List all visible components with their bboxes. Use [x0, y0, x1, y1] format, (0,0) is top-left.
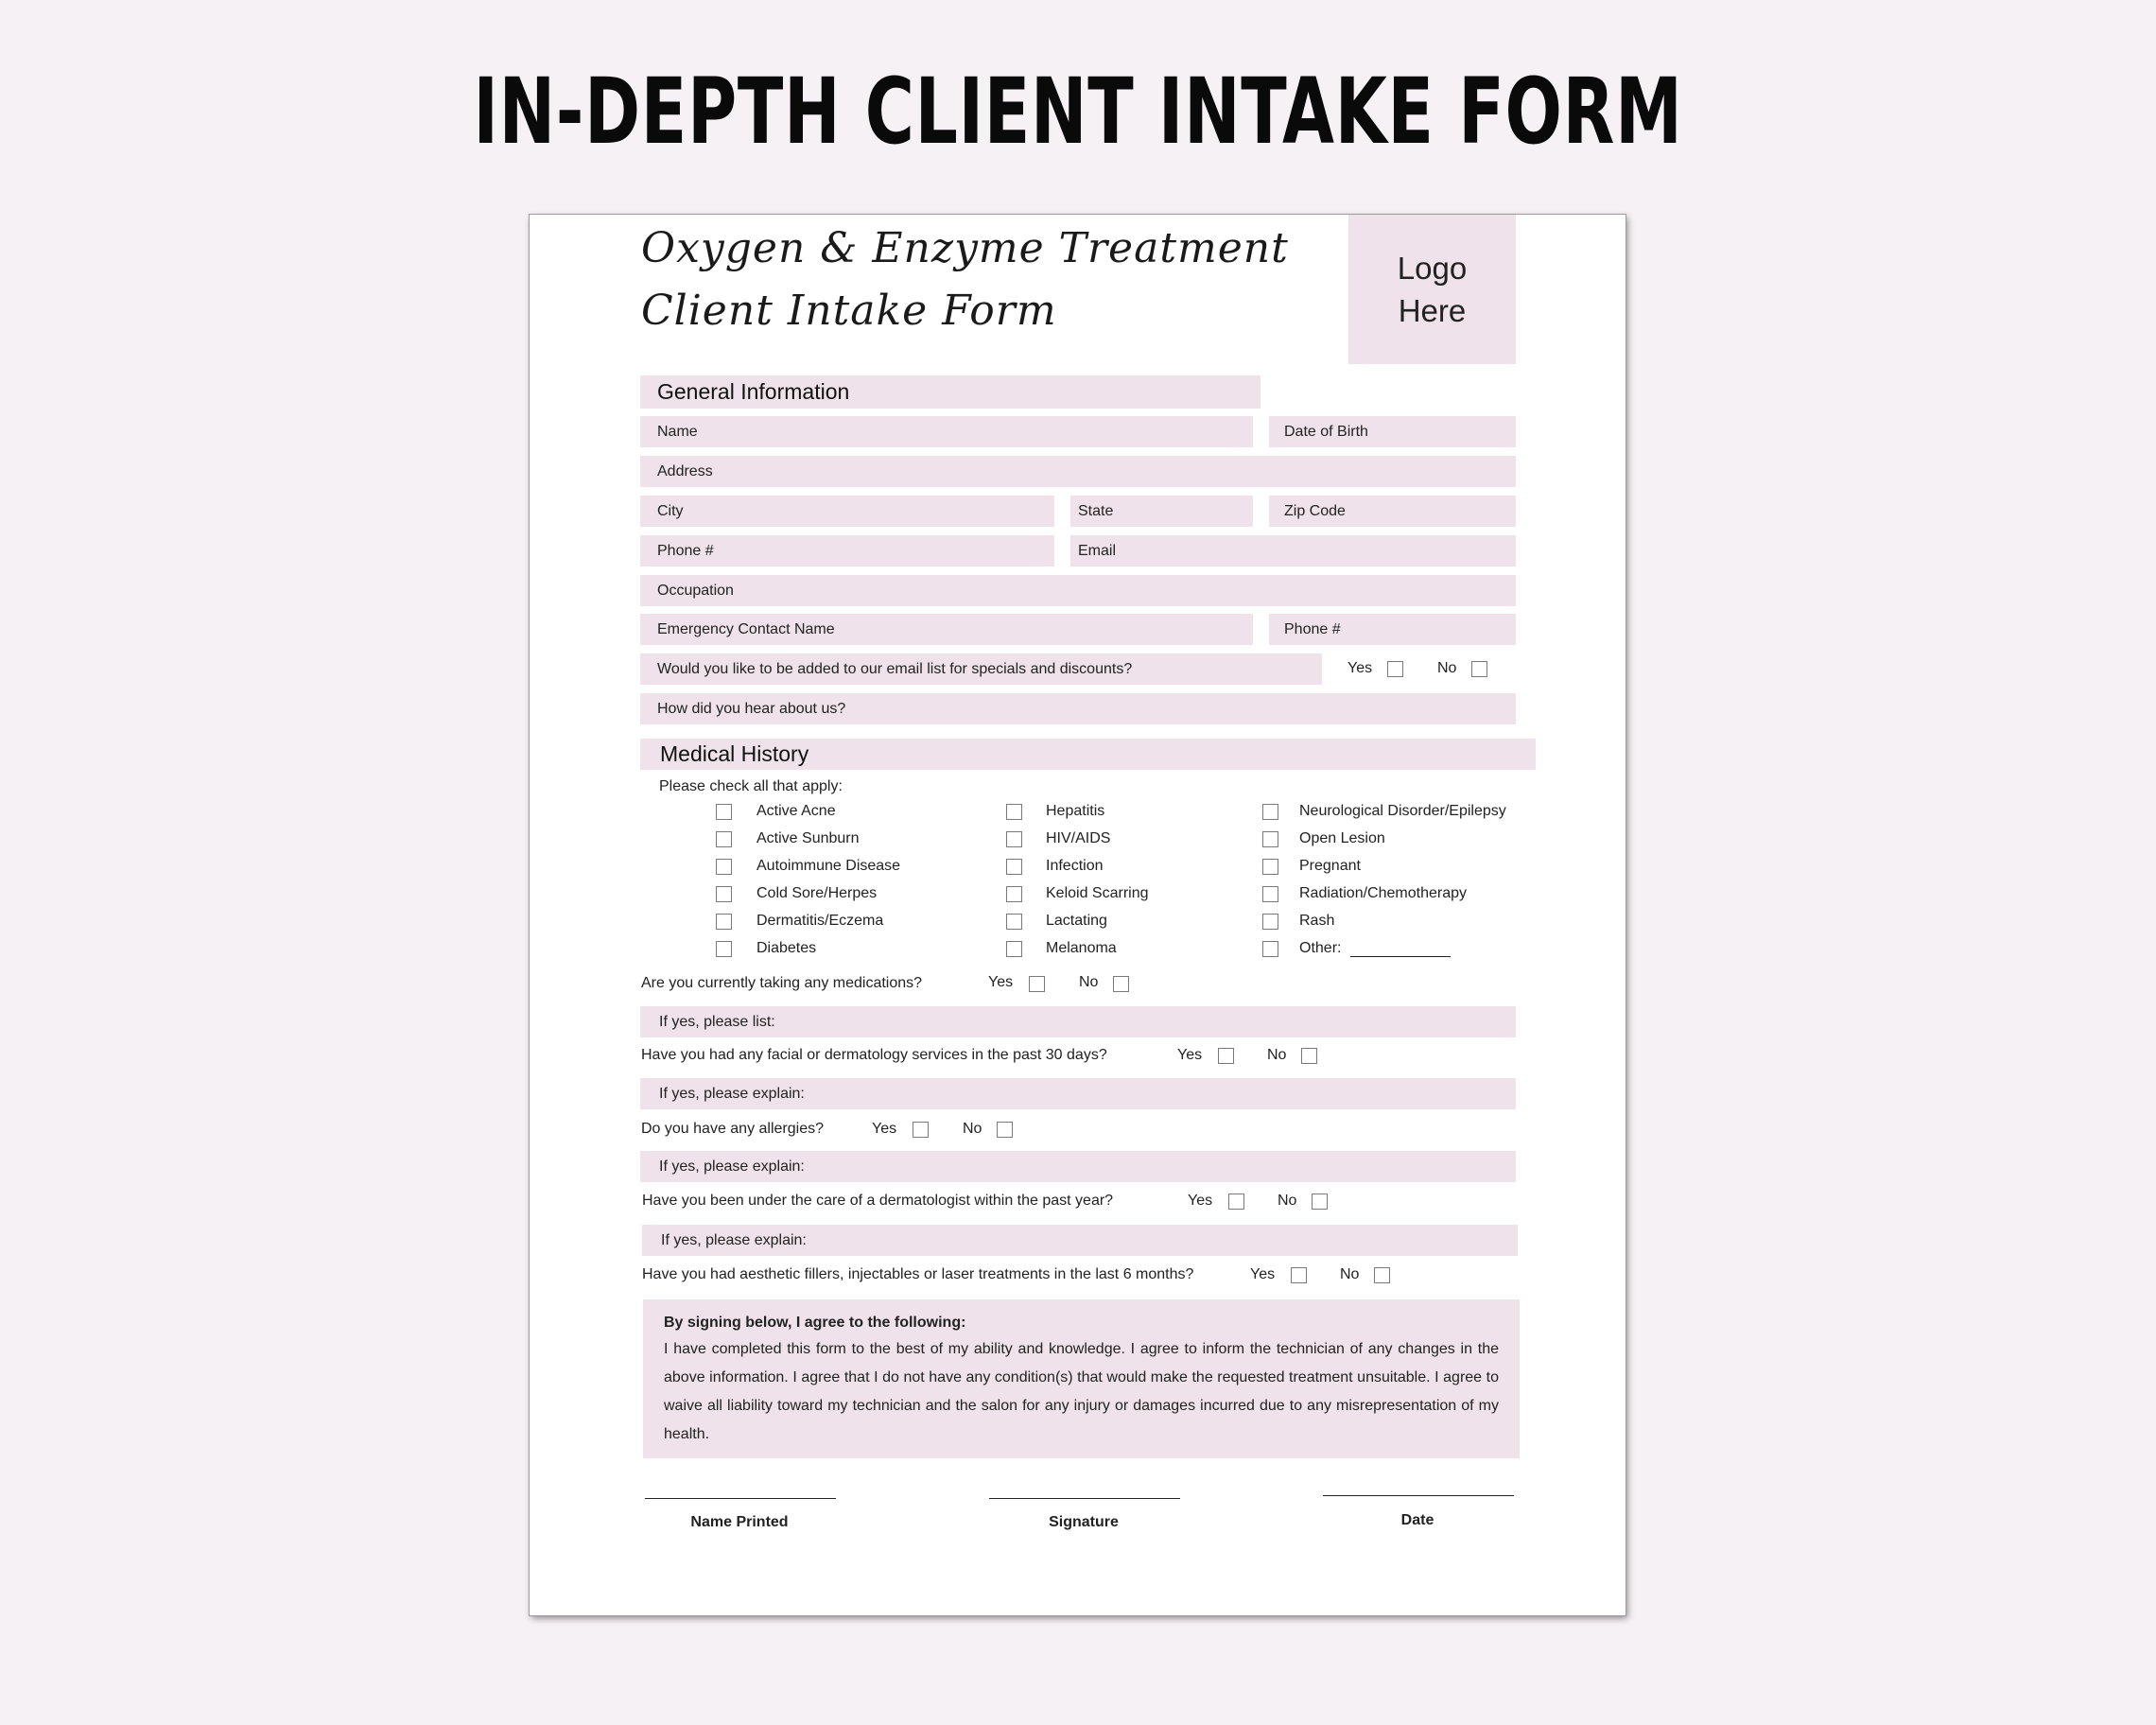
condition-hiv: HIV/AIDS — [1046, 830, 1111, 846]
allergies-yes-checkbox[interactable] — [913, 1122, 929, 1138]
allergies-explain-field[interactable]: If yes, please explain: — [640, 1151, 1516, 1182]
medications-question: Are you currently taking any medications? — [641, 975, 923, 991]
hear-about-field[interactable]: How did you hear about us? — [640, 693, 1516, 724]
form-title-line1: Oxygen & Enzyme Treatment — [641, 224, 1289, 272]
medications-no-label: No — [1079, 974, 1099, 990]
medications-yes-checkbox[interactable] — [1029, 976, 1045, 992]
checkbox-hiv[interactable] — [1006, 831, 1022, 847]
checkbox-lactating[interactable] — [1006, 914, 1022, 930]
checkbox-cold-sore[interactable] — [716, 886, 732, 902]
dermatologist-yes-checkbox[interactable] — [1228, 1194, 1244, 1210]
checkbox-diabetes[interactable] — [716, 941, 732, 957]
checkbox-pregnant[interactable] — [1262, 859, 1278, 875]
condition-rash: Rash — [1299, 913, 1335, 929]
checkbox-dermatitis[interactable] — [716, 914, 732, 930]
other-write-in-line[interactable] — [1350, 956, 1451, 957]
condition-pregnant: Pregnant — [1299, 858, 1361, 874]
logo-placeholder — [1348, 215, 1516, 364]
allergies-yes-label: Yes — [872, 1121, 897, 1137]
logo-text-line1: Logo — [1397, 251, 1468, 286]
fillers-no-label: No — [1340, 1266, 1360, 1282]
form-title-line2: Client Intake Form — [641, 287, 1057, 335]
checkbox-hepatitis[interactable] — [1006, 804, 1022, 820]
zip-field[interactable]: Zip Code — [1269, 496, 1516, 527]
medications-no-checkbox[interactable] — [1113, 976, 1129, 992]
signature-label: Signature — [1049, 1514, 1119, 1530]
email-field[interactable]: Email — [1070, 535, 1516, 566]
allergies-no-checkbox[interactable] — [997, 1122, 1013, 1138]
name-printed-label: Name Printed — [690, 1514, 789, 1530]
condition-infection: Infection — [1046, 858, 1104, 874]
phone-field[interactable]: Phone # — [640, 535, 1054, 566]
facial-explain-field[interactable]: If yes, please explain: — [640, 1078, 1516, 1109]
name-field[interactable]: Name — [640, 416, 1253, 447]
medications-list-field[interactable]: If yes, please list: — [640, 1006, 1516, 1037]
dermatologist-no-checkbox[interactable] — [1312, 1194, 1328, 1210]
general-info-header: General Information — [640, 375, 1261, 409]
condition-diabetes: Diabetes — [756, 940, 817, 956]
condition-melanoma: Melanoma — [1046, 940, 1117, 956]
condition-keloid: Keloid Scarring — [1046, 885, 1149, 901]
condition-open-lesion: Open Lesion — [1299, 830, 1385, 846]
condition-radiation: Radiation/Chemotherapy — [1299, 885, 1467, 901]
fillers-question: Have you had aesthetic fillers, injectables or laser treatments in the last 6 months? — [642, 1266, 1194, 1282]
occupation-field[interactable]: Occupation — [640, 575, 1516, 606]
consent-box — [643, 1299, 1520, 1458]
condition-active-acne: Active Acne — [756, 803, 836, 819]
facial-yes-label: Yes — [1177, 1047, 1203, 1063]
email-list-yes-label: Yes — [1348, 660, 1373, 676]
logo-text-line2: Here — [1398, 293, 1467, 328]
intake-form-sheet — [530, 215, 1626, 1615]
name-printed-line[interactable] — [645, 1498, 836, 1499]
medications-yes-label: Yes — [988, 974, 1014, 990]
emergency-contact-field[interactable]: Emergency Contact Name — [640, 614, 1253, 645]
consent-body: I have completed this form to the best of my ability and knowledge. I agree to inform the technician of any changes in the above information. I agree that I do not have any condition(s) that would make the requested treatment unsuitable. I agree to waive all liability toward my technician and the salon for any injury or damages incurred due to any misrepresentation of my health. — [664, 1341, 1499, 1442]
dob-field[interactable]: Date of Birth — [1269, 416, 1516, 447]
condition-cold-sore: Cold Sore/Herpes — [756, 885, 878, 901]
signature-line[interactable] — [989, 1498, 1180, 1499]
checkbox-melanoma[interactable] — [1006, 941, 1022, 957]
condition-dermatitis: Dermatitis/Eczema — [756, 913, 884, 929]
checkbox-active-sunburn[interactable] — [716, 831, 732, 847]
email-list-no-checkbox[interactable] — [1471, 661, 1487, 677]
check-all-instruction: Please check all that apply: — [659, 778, 843, 794]
checkbox-other[interactable] — [1262, 941, 1278, 957]
email-list-yes-checkbox[interactable] — [1387, 661, 1403, 677]
dermatologist-no-label: No — [1278, 1193, 1297, 1209]
email-list-no-label: No — [1437, 660, 1457, 676]
dermatologist-yes-label: Yes — [1188, 1193, 1213, 1209]
allergies-no-label: No — [963, 1121, 982, 1137]
checkbox-rash[interactable] — [1262, 914, 1278, 930]
fillers-yes-label: Yes — [1250, 1266, 1276, 1282]
checkbox-neurological[interactable] — [1262, 804, 1278, 820]
facial-no-checkbox[interactable] — [1301, 1048, 1317, 1064]
checkbox-infection[interactable] — [1006, 859, 1022, 875]
state-field[interactable]: State — [1070, 496, 1253, 527]
allergies-question: Do you have any allergies? — [641, 1121, 825, 1137]
checkbox-radiation[interactable] — [1262, 886, 1278, 902]
banner-title: IN-DEPTH CLIENT INTAKE FORM — [473, 59, 1683, 165]
checkbox-active-acne[interactable] — [716, 804, 732, 820]
fillers-yes-checkbox[interactable] — [1291, 1267, 1307, 1283]
condition-hepatitis: Hepatitis — [1046, 803, 1105, 819]
dermatologist-question: Have you been under the care of a dermatologist within the past year? — [642, 1193, 1114, 1209]
checkbox-keloid[interactable] — [1006, 886, 1022, 902]
facial-services-question: Have you had any facial or dermatology services in the past 30 days? — [641, 1047, 1107, 1063]
facial-yes-checkbox[interactable] — [1218, 1048, 1234, 1064]
emergency-phone-field[interactable]: Phone # — [1269, 614, 1516, 645]
date-line[interactable] — [1323, 1495, 1514, 1496]
address-field[interactable]: Address — [640, 456, 1516, 487]
city-field[interactable]: City — [640, 496, 1054, 527]
facial-no-label: No — [1267, 1047, 1287, 1063]
condition-other: Other: — [1299, 940, 1342, 956]
consent-heading: By signing below, I agree to the following: — [664, 1315, 966, 1331]
fillers-no-checkbox[interactable] — [1374, 1267, 1390, 1283]
condition-autoimmune: Autoimmune Disease — [756, 858, 901, 874]
email-list-question: Would you like to be added to our email list for specials and discounts? — [640, 653, 1322, 685]
condition-neurological: Neurological Disorder/Epilepsy — [1299, 803, 1506, 819]
dermatologist-explain-field[interactable]: If yes, please explain: — [642, 1225, 1518, 1256]
checkbox-open-lesion[interactable] — [1262, 831, 1278, 847]
condition-active-sunburn: Active Sunburn — [756, 830, 860, 846]
date-label: Date — [1400, 1512, 1434, 1528]
checkbox-autoimmune[interactable] — [716, 859, 732, 875]
condition-lactating: Lactating — [1046, 913, 1107, 929]
medical-history-header: Medical History — [640, 739, 1536, 770]
